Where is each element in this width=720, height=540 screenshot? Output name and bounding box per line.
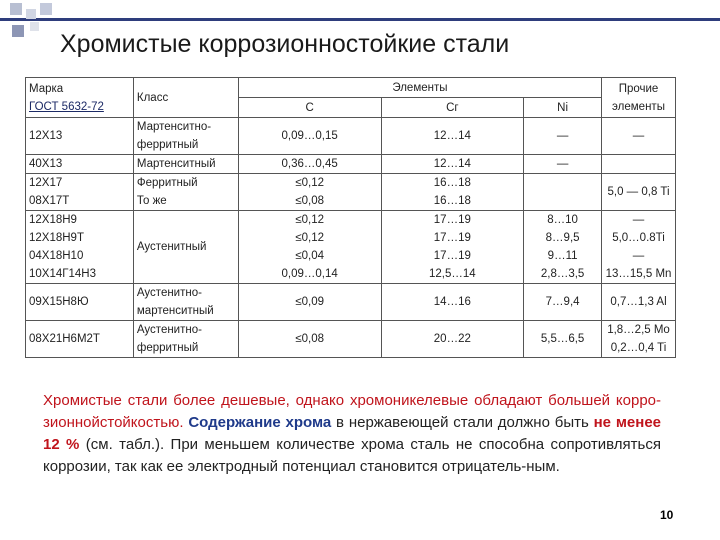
cell-cr (381, 321, 524, 358)
cell-line: 12…14 (433, 158, 471, 170)
cell-line: Мартенситно- (136, 121, 212, 133)
cell-line: 09Х15Н8Ю (29, 296, 89, 308)
cell-line: 13…15,5 Mn (605, 268, 672, 280)
cell-line: 17…19 (433, 214, 471, 226)
cell-line: 08Х17Т (29, 195, 70, 207)
cell-cr (381, 284, 524, 321)
cell-line: 40Х13 (29, 158, 63, 170)
header-grade-label: Марка (29, 82, 64, 95)
cell-class (133, 211, 238, 284)
header-elements: Элементы (238, 78, 601, 98)
cell-line (527, 192, 598, 210)
cell-line: Аустенитный (136, 241, 207, 253)
cell-line: 2,8…3,5 (540, 268, 585, 280)
decor-square (12, 25, 24, 37)
decor-square (10, 3, 22, 15)
cell-ni (524, 284, 602, 321)
cell-line: — (632, 214, 645, 226)
cell-line: — (556, 158, 569, 170)
cell-grade (26, 321, 134, 358)
table-row (26, 174, 676, 211)
header-c: С (238, 98, 381, 118)
cell-line: — (556, 130, 569, 142)
table-row (26, 321, 676, 358)
cell-ni (524, 118, 602, 155)
cell-line: То же (136, 195, 167, 207)
cell-line: ≤0,09 (295, 296, 325, 308)
cell-line: 12,5…14 (428, 268, 476, 280)
cell-line: 17…19 (433, 232, 471, 244)
header-class: Класс (133, 78, 238, 118)
para-emphasis: Содержание хрома (188, 414, 332, 431)
cell-line: ферритный (136, 342, 199, 354)
cell-line: 20…22 (433, 333, 471, 345)
cell-c (238, 174, 381, 211)
para-emphasis: не менее 12 % (43, 414, 662, 453)
cell-line: 10Х14Г14Н3 (29, 268, 96, 280)
cell-line: 16…18 (433, 195, 471, 207)
cell-line: 12Х17 (29, 177, 63, 189)
cell-line: 5,0…0.8Ti (612, 232, 665, 244)
table-row (26, 211, 676, 284)
header-cr: Сг (381, 98, 524, 118)
cell-line: 08Х21Н6М2Т (29, 333, 100, 345)
header-grade (26, 78, 134, 118)
cell-line: — (632, 130, 645, 142)
cell-line: 8…9,5 (545, 232, 580, 244)
cell-line: 9…11 (547, 250, 578, 262)
table-body (26, 78, 676, 358)
table-row (26, 155, 676, 174)
cell-line: Ферритный (136, 177, 198, 189)
cell-line: Аустенитно- (136, 324, 202, 336)
cell-cr (381, 211, 524, 284)
cell-line: 0,7…1,3 Al (610, 296, 667, 308)
cell-other (602, 284, 676, 321)
cell-other (602, 174, 676, 211)
para-text: (см. табл.). При меньшем количестве хрома сталь не способна сопротивляться коррозии, так как ее электродный потенциал становится отрицатель-ным. (43, 436, 661, 475)
cell-other (602, 118, 676, 155)
cell-grade (26, 155, 134, 174)
cell-line: 0,09…0,15 (281, 130, 338, 142)
cell-line: 12Х18Н9Т (29, 232, 84, 244)
cell-cr (381, 174, 524, 211)
cell-c (238, 211, 381, 284)
cell-line: 8…10 (547, 214, 578, 226)
cell-other (602, 321, 676, 358)
cell-ni (524, 174, 602, 211)
cell-c (238, 284, 381, 321)
cell-line: 16…18 (433, 177, 471, 189)
table-header-row (26, 78, 676, 98)
cell-line: ≤0,12 (295, 177, 325, 189)
table-row (26, 284, 676, 321)
cell-class (133, 155, 238, 174)
cell-line: 14…16 (433, 296, 471, 308)
cell-line: ≤0,12 (295, 214, 325, 226)
cell-line: ферритный (136, 139, 199, 151)
cell-class (133, 118, 238, 155)
cell-c (238, 155, 381, 174)
cell-line: 12…14 (433, 130, 471, 142)
cell-line: ≤0,08 (295, 195, 325, 207)
header-bar (0, 18, 720, 21)
gost-link[interactable]: ГОСТ 5632-72 (29, 100, 104, 113)
slide-title: Хромистые коррозионностойкие стали (60, 30, 510, 58)
header-other (602, 78, 676, 118)
decor-square (40, 3, 52, 15)
cell-line: ≤0,04 (295, 250, 325, 262)
cell-line: 04Х18Н10 (29, 250, 84, 262)
decor-square (26, 9, 36, 19)
header-other-line: Прочие (618, 82, 659, 95)
cell-line: — (632, 250, 645, 262)
cell-line: 7…9,4 (545, 296, 580, 308)
cell-line: 12Х13 (29, 130, 63, 142)
cell-other (602, 155, 676, 174)
cell-line: Аустенитно- (136, 287, 202, 299)
cell-grade (26, 284, 134, 321)
cell-line: 5,0 — 0,8 Ti (607, 186, 670, 198)
decor-square (30, 22, 39, 31)
cell-line: ≤0,12 (295, 232, 325, 244)
cell-grade (26, 118, 134, 155)
description-paragraph (43, 390, 661, 478)
cell-other (602, 211, 676, 284)
cell-line (527, 174, 598, 192)
cell-c (238, 118, 381, 155)
cell-line: 17…19 (433, 250, 471, 262)
cell-grade (26, 174, 134, 211)
cell-cr (381, 155, 524, 174)
page-number: 10 (660, 508, 674, 522)
cell-ni (524, 155, 602, 174)
cell-line: ≤0,08 (295, 333, 325, 345)
cell-grade (26, 211, 134, 284)
header-other-line: элементы (612, 100, 665, 113)
cell-line: 0,09…0,14 (281, 268, 338, 280)
cell-line: 0,36…0,45 (281, 158, 338, 170)
table-row (26, 118, 676, 155)
header-ni: Ni (524, 98, 602, 118)
cell-ni (524, 321, 602, 358)
cell-c (238, 321, 381, 358)
cell-line: 5,5…6,5 (540, 333, 585, 345)
cell-line: 1,8…2,5 Mo (607, 324, 670, 336)
cell-line (605, 155, 672, 173)
cell-ni (524, 211, 602, 284)
cell-line: 12Х18Н9 (29, 214, 77, 226)
steel-table (25, 77, 676, 358)
cell-line: Мартенситный (136, 158, 216, 170)
cell-cr (381, 118, 524, 155)
cell-line: 0,2…0,4 Ti (610, 342, 667, 354)
para-text: Хромистые стали более дешевые, однако хромоникелевые обладают большей корро-зионнойстойкостью. (43, 392, 661, 431)
cell-class (133, 174, 238, 211)
cell-class (133, 284, 238, 321)
cell-class (133, 321, 238, 358)
cell-line: мартенситный (136, 305, 214, 317)
para-text: в нержавеющей стали должно быть (331, 414, 594, 431)
